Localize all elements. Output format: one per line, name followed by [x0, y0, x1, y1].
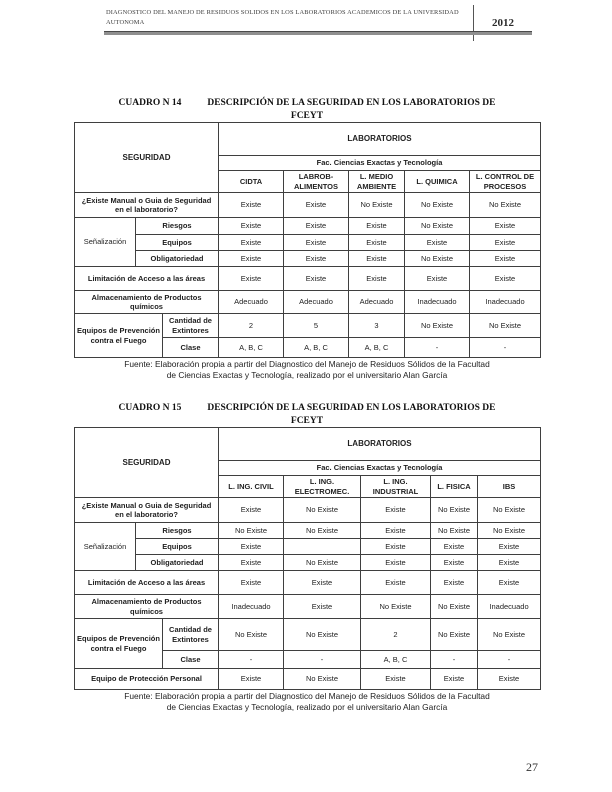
table-cell: Existe [478, 539, 541, 555]
row-sublabel: Riesgos [136, 523, 219, 539]
table-cell: No Existe [349, 193, 405, 218]
table-cell: Existe [431, 669, 478, 690]
table-cell: No Existe [284, 555, 361, 571]
table-cell: Adecuado [349, 291, 405, 314]
cuadro14-caption-label: CUADRO N 14 [118, 98, 182, 108]
table-cell: Existe [284, 267, 349, 291]
row-label: ¿Existe Manual o Guia de Seguridad en el laboratorio? [75, 498, 219, 523]
table-cell: Existe [431, 571, 478, 595]
table-cell: No Existe [478, 498, 541, 523]
table-cell: Existe [284, 595, 361, 619]
source-line1: Fuente: Elaboración propia a partir del Diagnostico del Manejo de Residuos Sólidos de la Facultad [124, 691, 490, 701]
table-cell: Adecuado [284, 291, 349, 314]
table-cell: Existe [470, 251, 541, 267]
table-cell: Existe [405, 235, 470, 251]
table-cell: Existe [349, 218, 405, 235]
row-label: Almacenamiento de Productos químicos [75, 291, 219, 314]
table-cell: No Existe [284, 498, 361, 523]
table-cell: No Existe [284, 523, 361, 539]
row-label: Limitación de Acceso a las áreas [75, 571, 219, 595]
table-cell: No Existe [219, 619, 284, 651]
row-sublabel: Equipos [136, 235, 219, 251]
table-cell: Existe [284, 251, 349, 267]
cuadro15-col-header: IBS [478, 476, 541, 498]
source-line2: de Ciencias Exactas y Tecnología, realizado por el universitario Alan García [166, 701, 448, 712]
table-cell: Existe [478, 669, 541, 690]
table-cell: Adecuado [219, 291, 284, 314]
table-cell: Existe [284, 571, 361, 595]
table-cell: Existe [219, 193, 284, 218]
cuadro14-col-header: L. CONTROL DE PROCESOS [470, 171, 541, 193]
cuadro14-caption [74, 97, 540, 123]
row-group-label: Señalización [75, 523, 136, 571]
running-header [104, 5, 532, 41]
cuadro14-col-header: L. QUIMICA [405, 171, 470, 193]
cuadro15-table [74, 427, 541, 690]
cuadro15-col-header: L. ING. INDUSTRIAL [361, 476, 431, 498]
page-number: 27 [526, 760, 538, 774]
table-cell: Existe [361, 555, 431, 571]
table-cell: - [470, 338, 541, 358]
cuadro14-col-header: L. MEDIO AMBIENTE [349, 171, 405, 193]
table-cell: Existe [361, 539, 431, 555]
table-cell: No Existe [405, 218, 470, 235]
table-cell: Existe [431, 555, 478, 571]
table-cell [284, 539, 361, 555]
table-cell: Existe [219, 539, 284, 555]
table-cell: Existe [361, 571, 431, 595]
table-cell: No Existe [470, 314, 541, 338]
table-cell: No Existe [431, 595, 478, 619]
header-rule [104, 31, 532, 35]
table-cell: No Existe [405, 314, 470, 338]
table-cell: Existe [349, 267, 405, 291]
table-cell: Existe [349, 251, 405, 267]
row-sublabel: Cantidad de Extintores [163, 314, 219, 338]
row-label: Equipo de Protección Personal [75, 669, 219, 690]
cuadro14-caption-title2: FCEYT [290, 110, 324, 121]
table-cell: Existe [431, 539, 478, 555]
table-cell: Existe [470, 235, 541, 251]
cuadro15-caption-label: CUADRO N 15 [118, 403, 182, 413]
table-cell: Existe [478, 571, 541, 595]
table-cell: No Existe [478, 619, 541, 651]
cuadro14-corner-header: SEGURIDAD [75, 123, 219, 193]
table-cell: A, B, C [219, 338, 284, 358]
row-group-label: Equipos de Prevención contra el Fuego [75, 314, 163, 358]
cuadro14-caption-title: DESCRIPCIÓN DE LA SEGURIDAD EN LOS LABORATORIOS DE [207, 98, 496, 108]
table-cell: Existe [405, 267, 470, 291]
table-cell: Existe [284, 218, 349, 235]
header-year: 2012 [492, 16, 514, 29]
cuadro15-caption-title: DESCRIPCIÓN DE LA SEGURIDAD EN LOS LABORATORIOS DE [207, 403, 496, 413]
source-line2: de Ciencias Exactas y Tecnología, realizado por el universitario Alan García [166, 369, 448, 380]
row-sublabel: Riesgos [136, 218, 219, 235]
table-cell: Existe [361, 498, 431, 523]
table-cell: No Existe [431, 619, 478, 651]
table-cell: A, B, C [361, 651, 431, 669]
table-cell: No Existe [470, 193, 541, 218]
cuadro15-caption [74, 402, 540, 428]
table-cell: No Existe [478, 523, 541, 539]
table-cell: No Existe [431, 498, 478, 523]
table-cell: No Existe [219, 523, 284, 539]
cuadro14-col-header: CIDTA [219, 171, 284, 193]
cuadro15-corner-header: SEGURIDAD [75, 428, 219, 498]
table-cell: 3 [349, 314, 405, 338]
table-cell: Existe [470, 218, 541, 235]
cuadro14-col-header: LABROB-ALIMENTOS [284, 171, 349, 193]
table-cell: Inadecuado [405, 291, 470, 314]
table-cell: No Existe [284, 669, 361, 690]
table-cell: Existe [284, 193, 349, 218]
cuadro15-group-header: LABORATORIOS [219, 428, 541, 461]
table-cell: No Existe [284, 619, 361, 651]
source-line1: Fuente: Elaboración propia a partir del Diagnostico del Manejo de Residuos Sólidos de la Facultad [124, 359, 490, 369]
cuadro14-subgroup-header: Fac. Ciencias Exactas y Tecnología [219, 156, 541, 171]
table-cell: Existe [219, 235, 284, 251]
table-cell: No Existe [405, 251, 470, 267]
table-cell: Existe [219, 498, 284, 523]
table-cell: Existe [219, 218, 284, 235]
table-cell: Inadecuado [219, 595, 284, 619]
table-cell: - [284, 651, 361, 669]
table-cell: Existe [219, 251, 284, 267]
cuadro15-caption-title2: FCEYT [290, 415, 324, 426]
cuadro14-source [74, 359, 540, 381]
row-group-label: Señalización [75, 218, 136, 267]
table-cell: Existe [478, 555, 541, 571]
table-cell: Existe [361, 669, 431, 690]
table-cell: - [219, 651, 284, 669]
row-sublabel: Obligatoriedad [136, 251, 219, 267]
table-cell: A, B, C [284, 338, 349, 358]
row-label: Limitación de Acceso a las áreas [75, 267, 219, 291]
header-line1: DIAGNOSTICO DEL MANEJO DE RESIDUOS SOLIDOS EN LOS LABORATORIOS ACADEMICOS DE LA UNIVERSIDAD AUTONOMA [106, 9, 459, 27]
table-cell: No Existe [405, 193, 470, 218]
row-sublabel: Clase [163, 338, 219, 358]
table-cell: Existe [361, 523, 431, 539]
table-cell: 2 [219, 314, 284, 338]
running-header-text [104, 5, 474, 41]
table-cell: - [431, 651, 478, 669]
table-cell: Existe [470, 267, 541, 291]
cuadro15-source [74, 691, 540, 713]
table-cell: Existe [219, 555, 284, 571]
table-cell: No Existe [431, 523, 478, 539]
table-cell: Existe [349, 235, 405, 251]
table-cell: Existe [219, 669, 284, 690]
row-group-label: Equipos de Prevención contra el Fuego [75, 619, 163, 669]
row-sublabel: Clase [163, 651, 219, 669]
table-cell: 2 [361, 619, 431, 651]
table-cell: Inadecuado [470, 291, 541, 314]
cuadro15-subgroup-header: Fac. Ciencias Exactas y Tecnología [219, 461, 541, 476]
row-label: ¿Existe Manual o Guia de Seguridad en el laboratorio? [75, 193, 219, 218]
table-cell: 5 [284, 314, 349, 338]
table-cell: A, B, C [349, 338, 405, 358]
row-sublabel: Cantidad de Extintores [163, 619, 219, 651]
table-cell: Existe [219, 267, 284, 291]
table-cell: Existe [219, 571, 284, 595]
table-cell: - [405, 338, 470, 358]
cuadro14-group-header: LABORATORIOS [219, 123, 541, 156]
table-cell: Inadecuado [478, 595, 541, 619]
row-sublabel: Equipos [136, 539, 219, 555]
cuadro15-col-header: L. ING. ELECTROMEC. [284, 476, 361, 498]
cuadro15-col-header: L. FISICA [431, 476, 478, 498]
table-cell: Existe [284, 235, 349, 251]
table-cell: No Existe [361, 595, 431, 619]
row-sublabel: Obligatoriedad [136, 555, 219, 571]
row-label: Almacenamiento de Productos químicos [75, 595, 219, 619]
table-cell: - [478, 651, 541, 669]
cuadro14-table [74, 122, 541, 358]
cuadro15-col-header: L. ING. CIVIL [219, 476, 284, 498]
